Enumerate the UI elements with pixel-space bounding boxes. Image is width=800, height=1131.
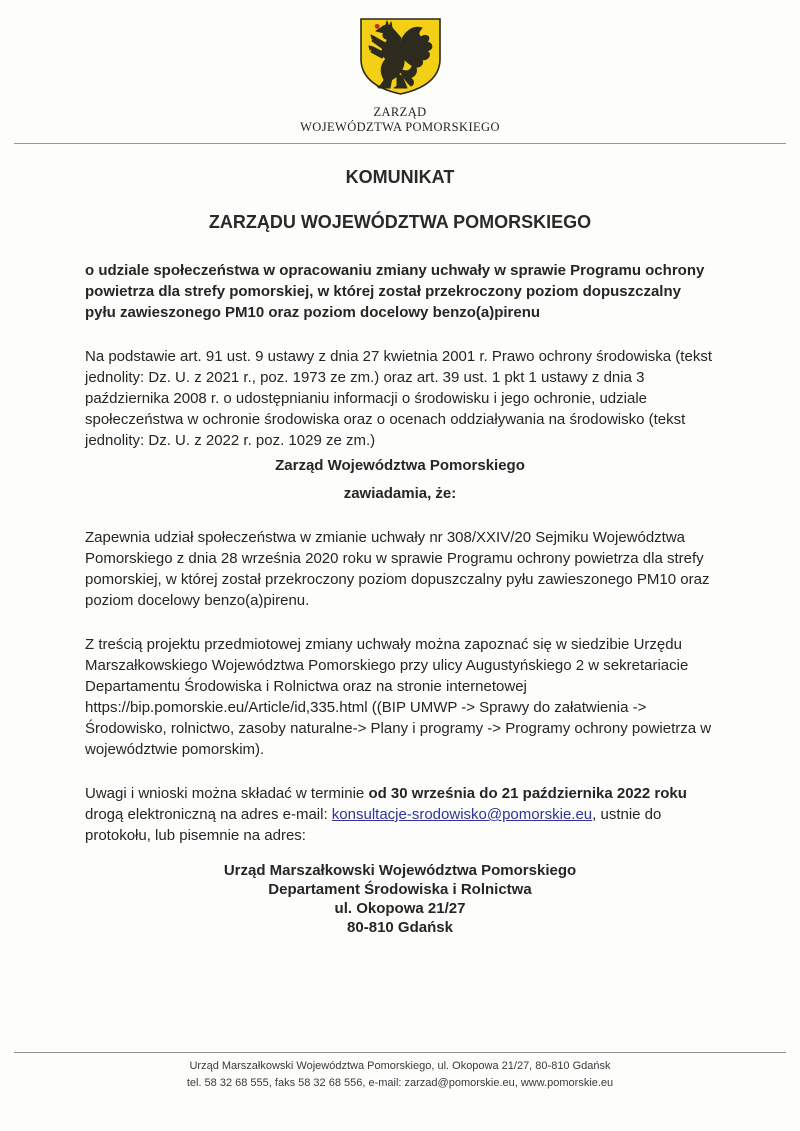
org-caption-line1: ZARZĄD xyxy=(373,105,427,119)
address-line-city: 80-810 Gdańsk xyxy=(347,919,453,936)
org-caption-line2: WOJEWÓDZTWA POMORSKIEGO xyxy=(300,120,500,134)
footer-divider xyxy=(14,1052,786,1053)
footer-address-line: Urząd Marszałkowski Województwa Pomorskiego, ul. Okopowa 21/27, 80-810 Gdańsk xyxy=(189,1060,611,1072)
page-footer xyxy=(0,1052,800,1092)
address-line-street: ul. Okopowa 21/27 xyxy=(334,900,466,917)
org-caption xyxy=(0,105,800,135)
announcement-verb: zawiadamia, że: xyxy=(343,485,457,502)
pomeranian-griffin-crest-icon xyxy=(355,16,446,102)
header-logo-block xyxy=(0,0,800,135)
address-line-organization: Urząd Marszałkowski Województwa Pomorskiego xyxy=(223,862,577,879)
participation-paragraph: Zapewnia udział społeczeństwa w zmianie uchwały nr 308/XXIV/20 Sejmiku Województwa Pomorskiego z dnia 28 września 2020 roku w sprawie Programu ochrony powietrza dla strefy pomorskiej, w której został przekroczony poziom dopuszczalny pyłu zawieszonego PM10 oraz poziom docelowy benzo(a)pirenu. xyxy=(85,529,710,609)
submission-prefix: Uwagi i wnioski można składać w terminie xyxy=(85,785,369,802)
document-title: KOMUNIKAT xyxy=(345,167,455,187)
submission-mid: drogą elektroniczną na adres e-mail: xyxy=(85,806,332,823)
legal-basis-paragraph: Na podstawie art. 91 ust. 9 ustawy z dnia 27 kwietnia 2001 r. Prawo ochrony środowiska (tekst jednolity: Dz. U. z 2021 r., poz. 1973 ze zm.) oraz art. 39 ust. 1 pkt 1 ustawy z dnia 3 października 2008 r. o udostępnianiu informacji o środowisku i jego ochronie, udziale społeczeństwa w ochronie środowiska oraz o ocenach oddziaływania na środowisko (tekst jednolity: Dz. U. z 2022 r. poz. 1029 ze zm.) xyxy=(85,348,712,449)
submission-deadline: od 30 września do 21 października 2022 roku xyxy=(368,785,687,802)
document-subtitle: ZARZĄDU WOJEWÓDZTWA POMORSKIEGO xyxy=(208,212,592,232)
footer-contact-line: tel. 58 32 68 555, faks 58 32 68 556, e-mail: zarzad@pomorskie.eu, www.pomorskie.eu xyxy=(186,1077,614,1089)
announcing-organization: Zarząd Województwa Pomorskiego xyxy=(275,457,525,474)
submission-paragraph xyxy=(85,783,715,846)
access-paragraph: Z treścią projektu przedmiotowej zmiany uchwały można zapoznać się w siedzibie Urzędu Marszałkowskiego Województwa Pomorskiego przy ulicy Augustyńskiego 2 w sekretariacie Departamentu Środowiska i Rolnictwa oraz na stronie internetowej https://bip.pomorskie.eu/Article/id,335.html ((BIP UMWP -> Sprawy do załatwienia -> Środowisko, rolnictwo, zasoby naturalne-> Plany i programy -> Programy ochrony powietrza w województwie pomorskim). xyxy=(85,636,712,758)
footer-contact-block xyxy=(0,1058,800,1092)
subject-paragraph: o udziale społeczeństwa w opracowaniu zmiany uchwały w sprawie Programu ochrony powietrza dla strefy pomorskiej, w której został przekroczony poziom dopuszczalny pyłu zawieszonego PM10 oraz poziom docelowy benzo(a)pirenu xyxy=(85,262,705,321)
submission-suffix: , ustnie do protokołu, lub pisemnie na adres: xyxy=(85,806,662,844)
header-divider xyxy=(14,143,786,144)
consultation-email-link[interactable]: konsultacje-srodowisko@pomorskie.eu xyxy=(331,806,593,823)
postal-address-block xyxy=(85,861,715,937)
address-line-department: Departament Środowiska i Rolnictwa xyxy=(268,881,532,898)
document-body xyxy=(85,260,715,937)
